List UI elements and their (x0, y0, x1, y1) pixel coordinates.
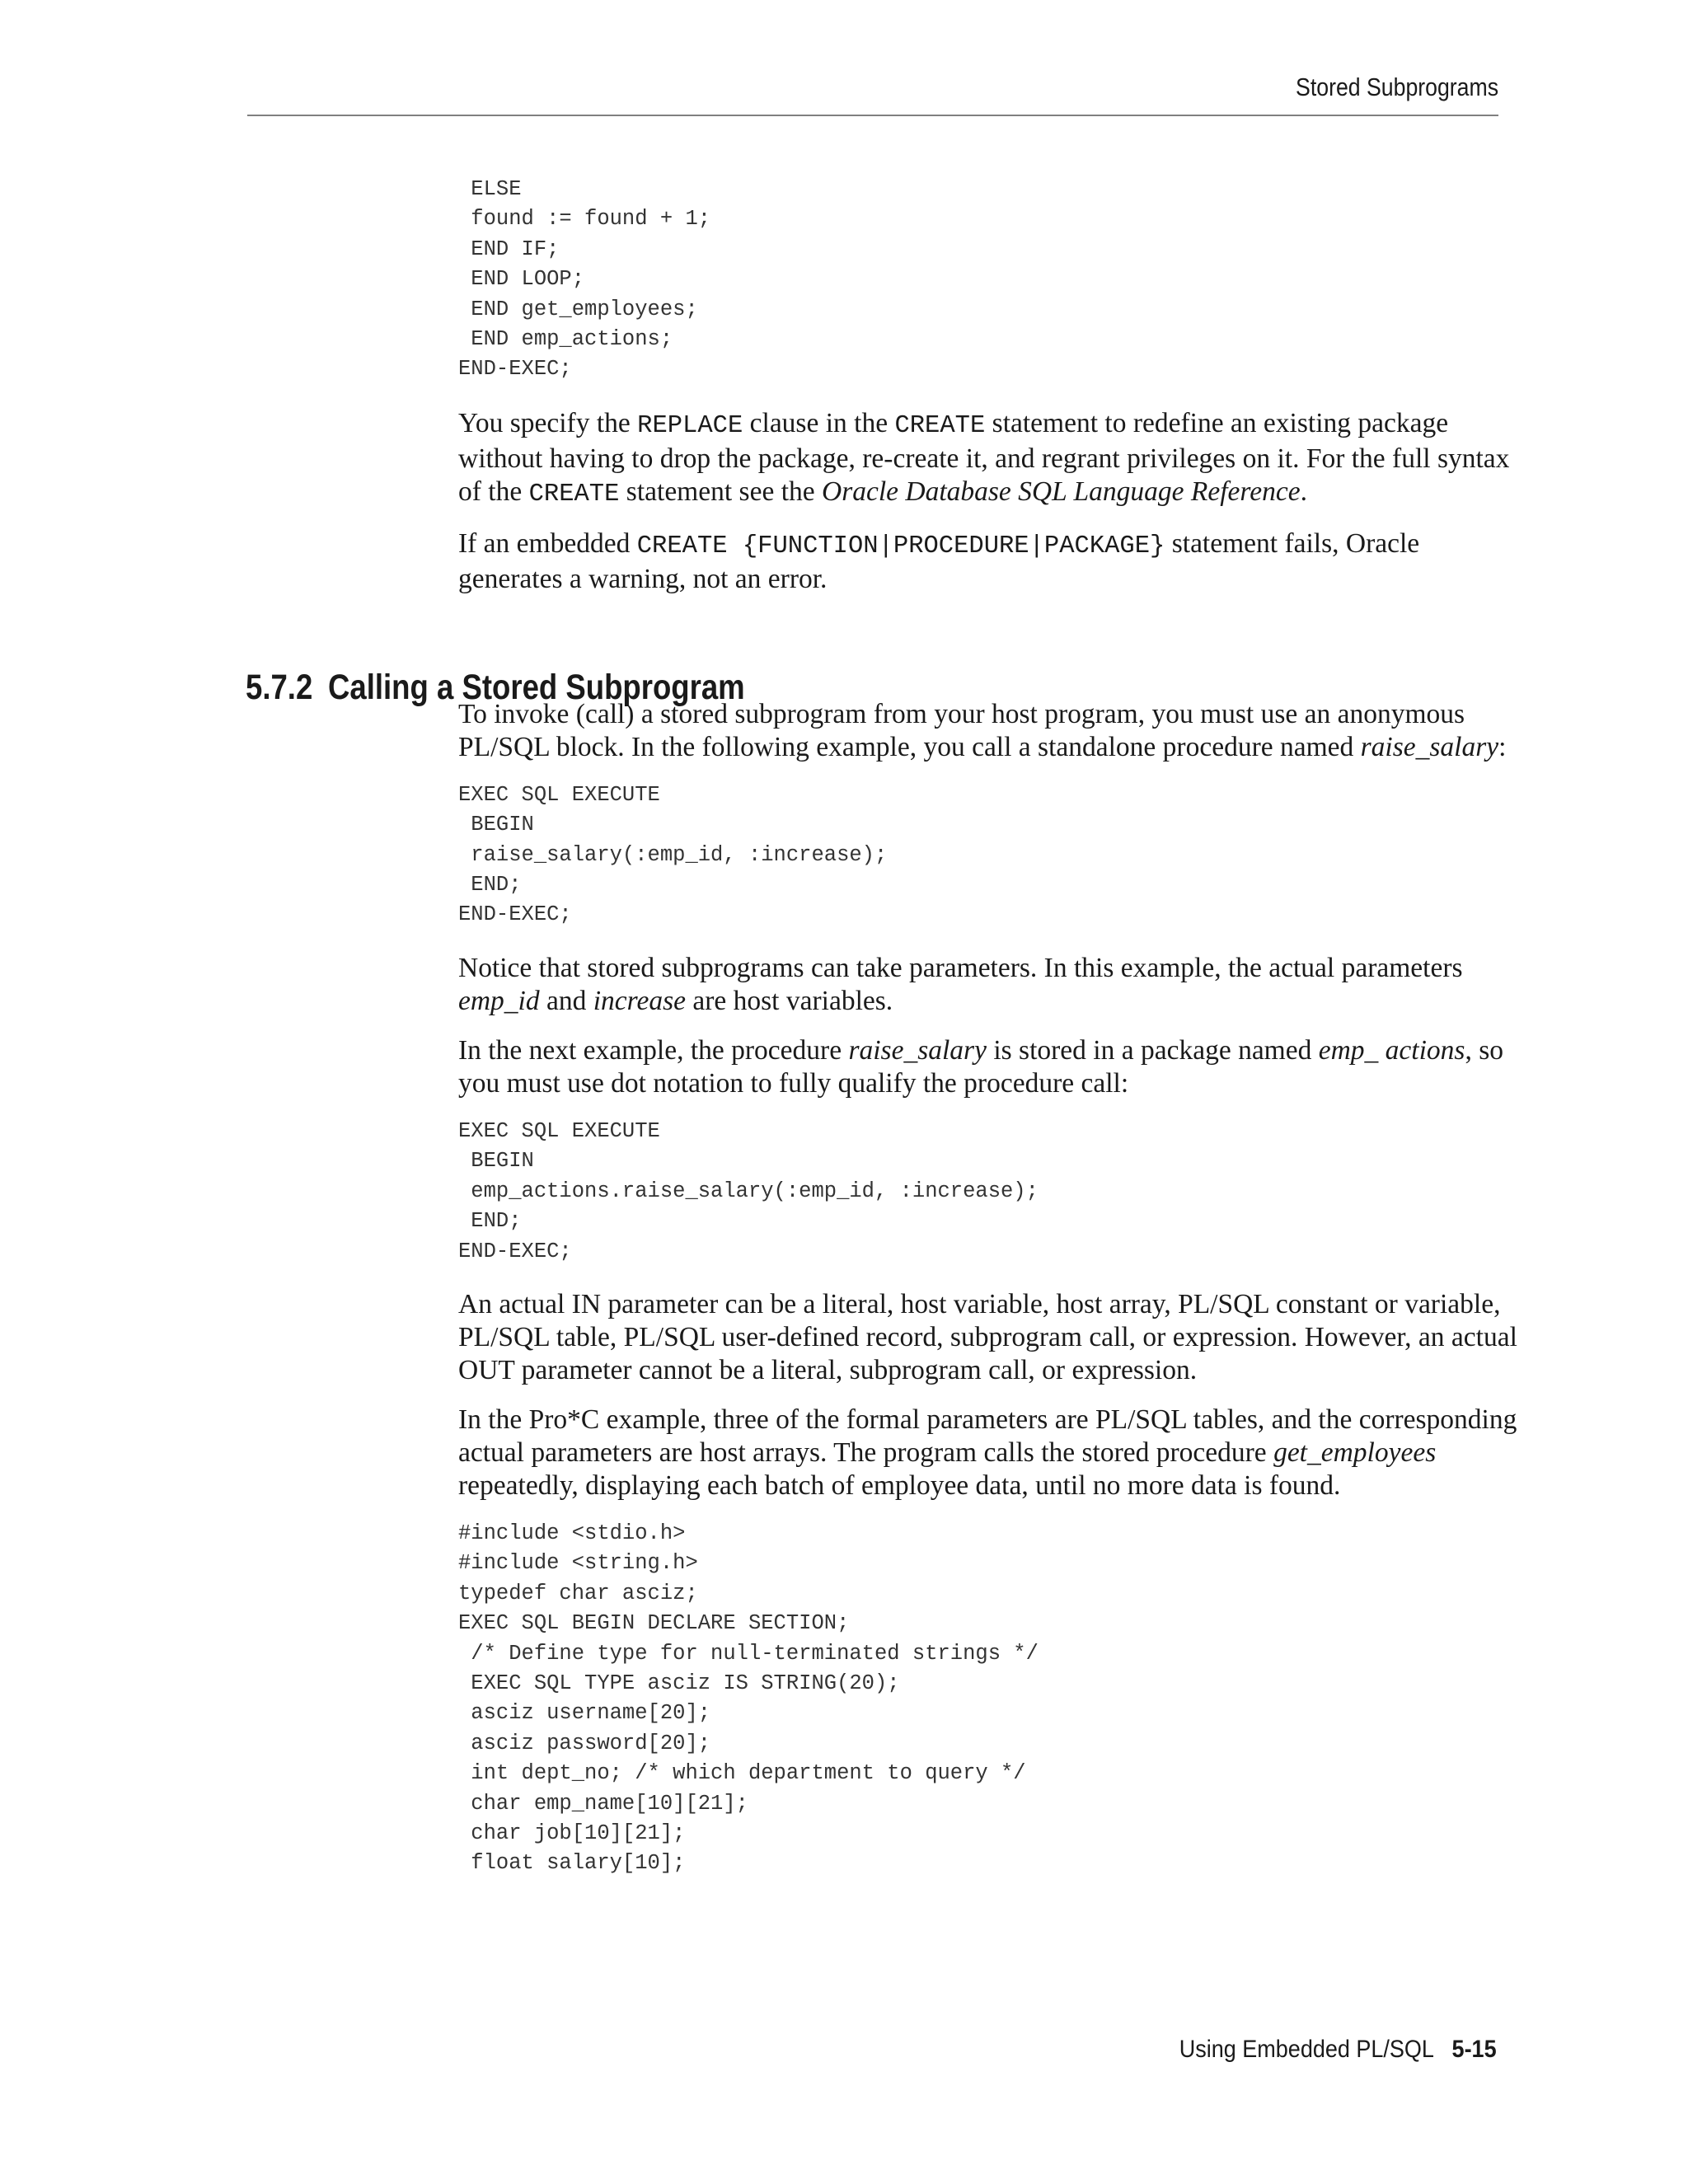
reference-title: Oracle Database SQL Language Reference (822, 476, 1301, 507)
paragraph-replace-clause: You specify the REPLACE clause in the CREATE statement to redefine an existing package without having to drop the package, re-create it, and regrant privileges on it. For the full syntax of the CREATE statement see the Oracle Database SQL Language Reference. (458, 407, 1510, 509)
running-header: Stored Subprograms (1295, 73, 1498, 101)
code-block-3: EXEC SQL EXECUTE BEGIN emp_actions.raise_salary(:emp_id, :increase); END; END-EXEC; (458, 1118, 1039, 1263)
paragraph-proc-example: In the Pro*C example, three of the formal parameters are PL/SQL tables, and the corresponding actual parameters are host arrays. The program calls the stored procedure get_employees repeatedly, displaying each batch of employee data, until no more data is found. (458, 1404, 1517, 1501)
section-number: 5.7.2 (246, 668, 313, 707)
section-title: Calling a Stored Subprogram (327, 668, 745, 707)
page-footer (1179, 2036, 1497, 2064)
paragraph-dot-notation: In the next example, the procedure raise_salary is stored in a package named emp_ actions, so you must use dot notation to fully qualify the procedure call: (458, 1034, 1504, 1099)
code-block-1: ELSE found := found + 1; END IF; END LOOP; END get_employees; END emp_actions; END-EXEC; (458, 177, 711, 382)
inline-code: CREATE (894, 411, 986, 440)
header-divider (247, 115, 1498, 116)
inline-code: REPLACE (637, 411, 743, 440)
inline-code: CREATE {FUNCTION|PROCEDURE|PACKAGE} (636, 532, 1165, 560)
page-number: 5-15 (1451, 2036, 1497, 2063)
paragraph-invoke: To invoke (call) a stored subprogram from your host program, you must use an anonymous PL/SQL block. In the following example, you call a standalone procedure named raise_salary: (458, 698, 1507, 762)
paragraph-in-out-params: An actual IN parameter can be a literal, host variable, host array, PL/SQL constant or variable, PL/SQL table, PL/SQL user-defined record, subprogram call, or expression. However, an actual OUT parameter cannot be a literal, subprogram call, or expression. (458, 1288, 1517, 1385)
footer-chapter: Using Embedded PL/SQL (1179, 2036, 1435, 2063)
code-block-4: #include <stdio.h> #include <string.h> typedef char asciz; EXEC SQL BEGIN DECLARE SECTION; /* Define type for null-terminated strings */ EXEC SQL TYPE asciz IS STRING(20); asciz username[20]; asciz password[20]; int dept_no; /* which department to query */ char emp_name[10][21]; char job[10][21]; float salary[10]; (458, 1521, 1039, 1876)
paragraph-parameters: Notice that stored subprograms can take parameters. In this example, the actual parameters emp_id and increase are host variables. (458, 952, 1463, 1016)
inline-code: CREATE (528, 480, 620, 509)
paragraph-embedded-create: If an embedded CREATE {FUNCTION|PROCEDURE|PACKAGE} statement fails, Oracle generates a warning, not an error. (458, 527, 1420, 594)
main-content (458, 173, 1522, 1879)
code-block-2: EXEC SQL EXECUTE BEGIN raise_salary(:emp_id, :increase); END; END-EXEC; (458, 782, 888, 927)
